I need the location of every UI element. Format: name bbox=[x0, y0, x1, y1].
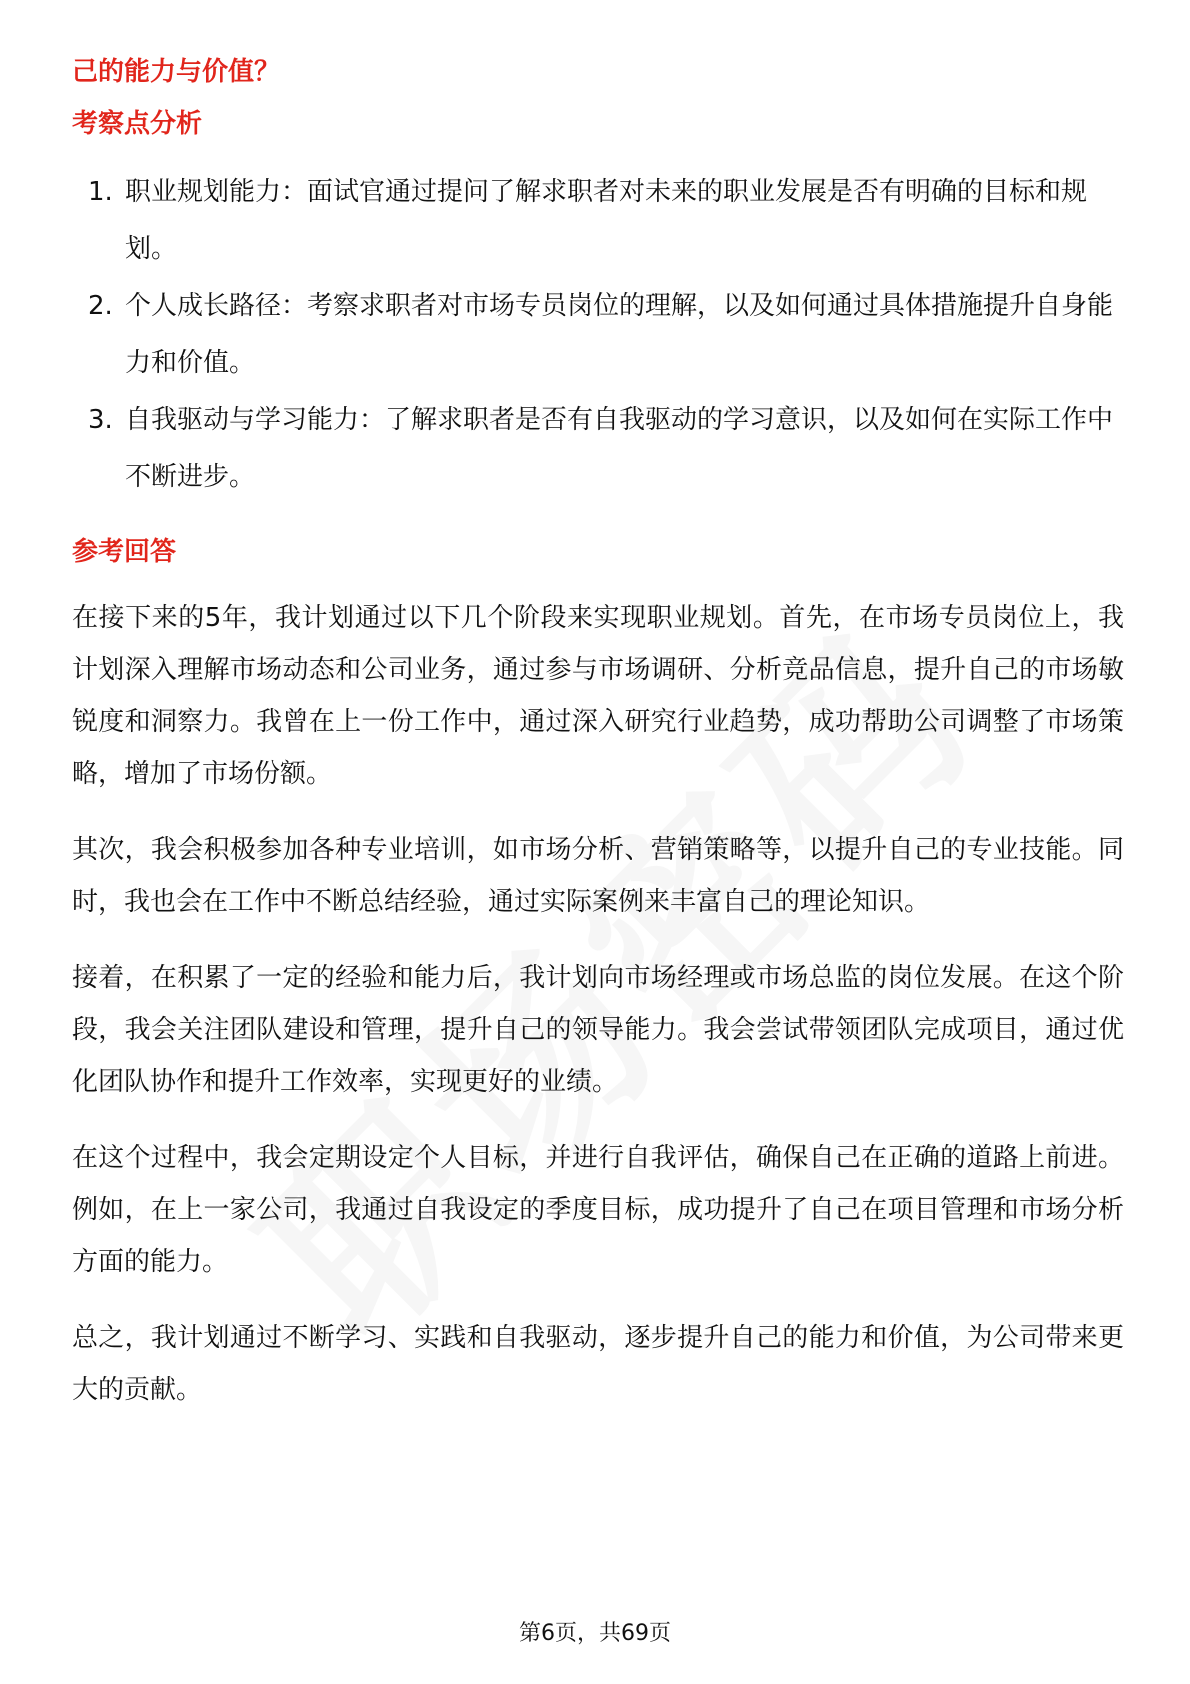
point-text: 自我驱动与学习能力：了解求职者是否有自我驱动的学习意识，以及如何在实际工作中不断进步。 bbox=[125, 405, 1114, 492]
analysis-point bbox=[72, 164, 1124, 278]
point-text: 个人成长路径：考察求职者对市场专员岗位的理解，以及如何通过具体措施提升自身能力和价值。 bbox=[125, 291, 1114, 378]
answer-paragraph: 总之，我计划通过不断学习、实践和自我驱动，逐步提升自己的能力和价值，为公司带来更大的贡献。 bbox=[72, 1323, 1124, 1405]
document-body bbox=[72, 52, 1124, 1440]
point-number: 2. bbox=[88, 291, 113, 321]
point-number: 1. bbox=[88, 177, 113, 207]
analysis-points-list bbox=[72, 164, 1124, 506]
answer-paragraph: 在这个过程中，我会定期设定个人目标，并进行自我评估，确保自己在正确的道路上前进。例如，在上一家公司，我通过自我设定的季度目标，成功提升了自己在项目管理和市场分析方面的能力。 bbox=[72, 1143, 1124, 1277]
page-number-footer: 第6页，共69页 bbox=[519, 1621, 671, 1646]
answer-paragraph: 接着，在积累了一定的经验和能力后，我计划向市场经理或市场总监的岗位发展。在这个阶段，我会关注团队建设和管理，提升自己的领导能力。我会尝试带领团队完成项目，通过优化团队协作和提升工作效率，实现更好的业绩。 bbox=[72, 963, 1124, 1097]
analysis-heading: 考察点分析 bbox=[72, 109, 203, 139]
analysis-point bbox=[72, 278, 1124, 392]
answer-paragraph: 在接下来的5年，我计划通过以下几个阶段来实现职业规划。首先，在市场专员岗位上，我计划深入理解市场动态和公司业务，通过参与市场调研、分析竞品信息，提升自己的市场敏锐度和洞察力。我曾在上一份工作中，通过深入研究行业趋势，成功帮助公司调整了市场策略，增加了市场份额。 bbox=[72, 603, 1124, 789]
point-text: 职业规划能力：面试官通过提问了解求职者对未来的职业发展是否有明确的目标和规划。 bbox=[125, 177, 1088, 264]
reference-answer-heading: 参考回答 bbox=[72, 537, 177, 567]
question-tail-heading: 己的能力与价值？ bbox=[72, 57, 281, 87]
analysis-point bbox=[72, 392, 1124, 506]
point-number: 3. bbox=[88, 405, 113, 435]
answer-paragraph: 其次，我会积极参加各种专业培训，如市场分析、营销策略等，以提升自己的专业技能。同时，我也会在工作中不断总结经验，通过实际案例来丰富自己的理论知识。 bbox=[72, 835, 1124, 917]
